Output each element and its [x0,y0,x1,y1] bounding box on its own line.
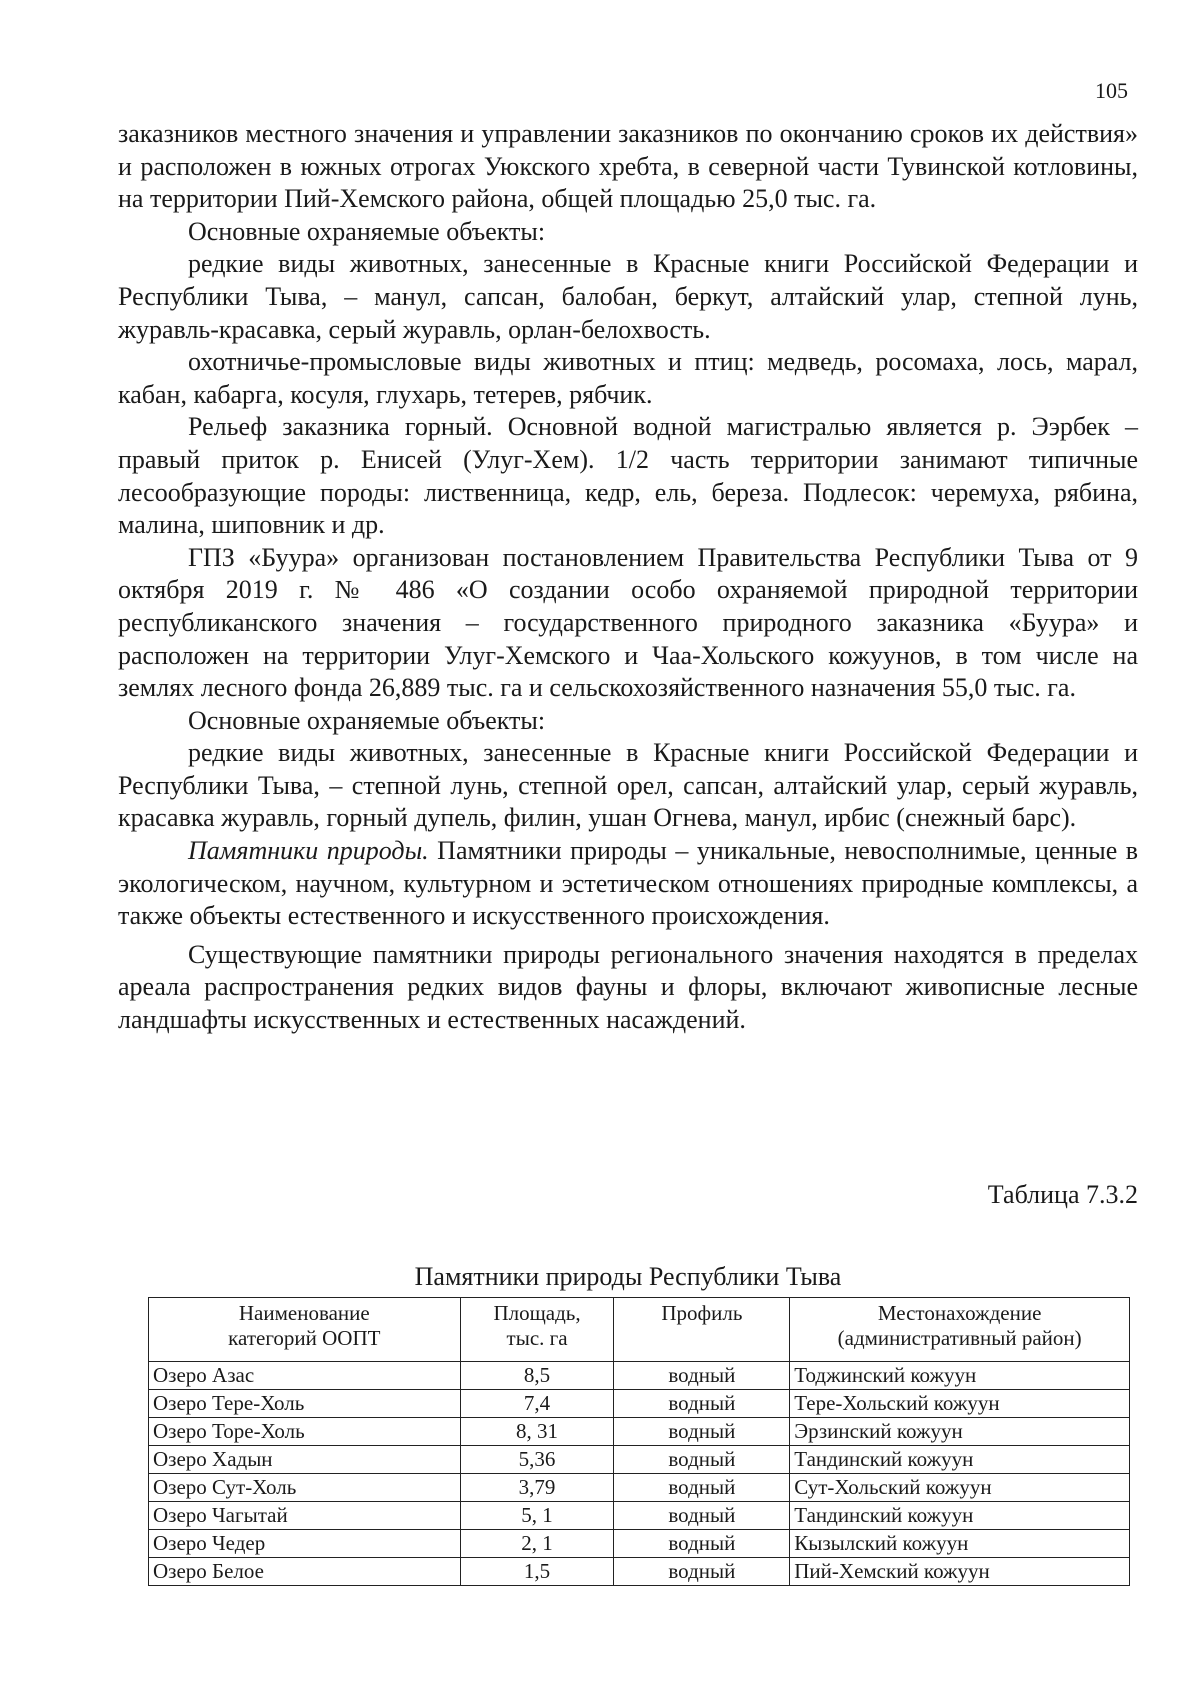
cell-location: Эрзинский кожуун [790,1418,1130,1446]
paragraph: охотничье-промысловые виды животных и птиц: медведь, росомаха, лось, марал, кабан, кабарга, косуля, глухарь, тетерев, рябчик. [118,347,1138,409]
cell-profile: водный [614,1418,790,1446]
cell-profile: водный [614,1530,790,1558]
paragraph: ГПЗ «Буура» организован постановлением Правительства Республики Тыва от 9 октября 2019 г. № 486 «О создании особо охраняемой природной территории республиканского значения – государственного природного заказника «Буура» и расположен на территории Улуг-Хемского и Чаа-Хольского кожуунов, в том числе на землях лесного фонда 26,889 тыс. га и сельскохозяйственного назначения 55,0 тыс. га. [118,542,1138,703]
cell-location: Тандинский кожуун [790,1502,1130,1530]
paragraph: Рельеф заказника горный. Основной водной магистралью является р. Ээрбек – правый приток р. Енисей (Улуг-Хем). 1/2 часть территории занимают типичные лесообразующие породы: лиственница, кедр, ель, береза. Подлесок: черемуха, рябина, малина, шиповник и др. [118,412,1138,540]
cell-location: Кызылский кожуун [790,1530,1130,1558]
cell-area: 1,5 [460,1558,614,1586]
paragraph: Основные охраняемые объекты: [188,705,546,735]
cell-name: Озеро Тере-Холь [149,1390,461,1418]
cell-name: Озеро Чагытай [149,1502,461,1530]
nature-monuments-paragraph [118,835,1138,933]
paragraph: Существующие памятники природы регионального значения находятся в пределах ареала распространения редких видов фауны и флоры, включают живописные лесные ландшафты искусственных и естественных насаждений. [118,939,1138,1035]
nature-monuments-lead: Памятники природы. [188,836,429,866]
cell-area: 2, 1 [460,1530,614,1558]
cell-profile: водный [614,1362,790,1390]
cell-profile: водный [614,1446,790,1474]
cell-location: Тандинский кожуун [790,1446,1130,1474]
body-text [118,118,1138,1037]
cell-location: Тере-Хольский кожуун [790,1390,1130,1418]
page-number: 105 [1095,78,1128,103]
cell-area: 3,79 [460,1474,614,1502]
header-name: Наименование категорий ООПТ [149,1298,461,1362]
header-profile: Профиль [614,1298,790,1362]
cell-profile: водный [614,1502,790,1530]
table-row [149,1530,1130,1558]
table-row [149,1474,1130,1502]
cell-name: Озеро Чедер [149,1530,461,1558]
cell-name: Озеро Азас [149,1362,461,1390]
table-header-row [149,1298,1130,1362]
table-row [149,1390,1130,1418]
paragraph: заказников местного значения и управлении заказников по окончанию сроков их действия» и расположен в южных отрогах Уюкского хребта, в северной части Тувинской котловины, на территории Пий-Хемского района, общей площадью 25,0 тыс. га. [118,119,1138,214]
table-row [149,1558,1130,1586]
cell-name: Озеро Сут-Холь [149,1474,461,1502]
paragraph: Основные охраняемые объекты: [188,216,546,246]
cell-area: 8, 31 [460,1418,614,1446]
table-row [149,1362,1130,1390]
table-row [149,1446,1130,1474]
table-row [149,1502,1130,1530]
cell-area: 5,36 [460,1446,614,1474]
cell-area: 8,5 [460,1362,614,1390]
nature-monuments-table [148,1297,1130,1586]
table-title: Памятники природы Республики Тыва [414,1262,842,1291]
header-area: Площадь, тыс. га [460,1298,614,1362]
cell-profile: водный [614,1558,790,1586]
cell-area: 5, 1 [460,1502,614,1530]
nature-monuments-text: Памятники природы – уникальные, невосполнимые, ценные в экологическом, научном, культурном и эстетическом отношениях природные комплексы, а также объекты естественного и искусственного происхождения. [118,836,1138,931]
cell-area: 7,4 [460,1390,614,1418]
cell-profile: водный [614,1474,790,1502]
table-row [149,1418,1130,1446]
cell-name: Озеро Торе-Холь [149,1418,461,1446]
cell-location: Пий-Хемский кожуун [790,1558,1130,1586]
cell-location: Сут-Хольский кожуун [790,1474,1130,1502]
cell-name: Озеро Белое [149,1558,461,1586]
header-location: Местонахождение (административный район) [790,1298,1130,1362]
cell-location: Тоджинский кожуун [790,1362,1130,1390]
paragraph: редкие виды животных, занесенные в Красные книги Российской Федерации и Республики Тыва, – степной лунь, степной орел, сапсан, алтайский улар, серый журавль, красавка журавль, горный дупель, филин, ушан Огнева, манул, ирбис (снежный барс). [118,738,1138,833]
paragraph: редкие виды животных, занесенные в Красные книги Российской Федерации и Республики Тыва, – манул, сапсан, балобан, беркут, алтайский улар, степной лунь, журавль-красавка, серый журавль, орлан-белохвость. [118,249,1138,344]
table-label: Таблица 7.3.2 [987,1180,1138,1209]
cell-profile: водный [614,1390,790,1418]
cell-name: Озеро Хадын [149,1446,461,1474]
